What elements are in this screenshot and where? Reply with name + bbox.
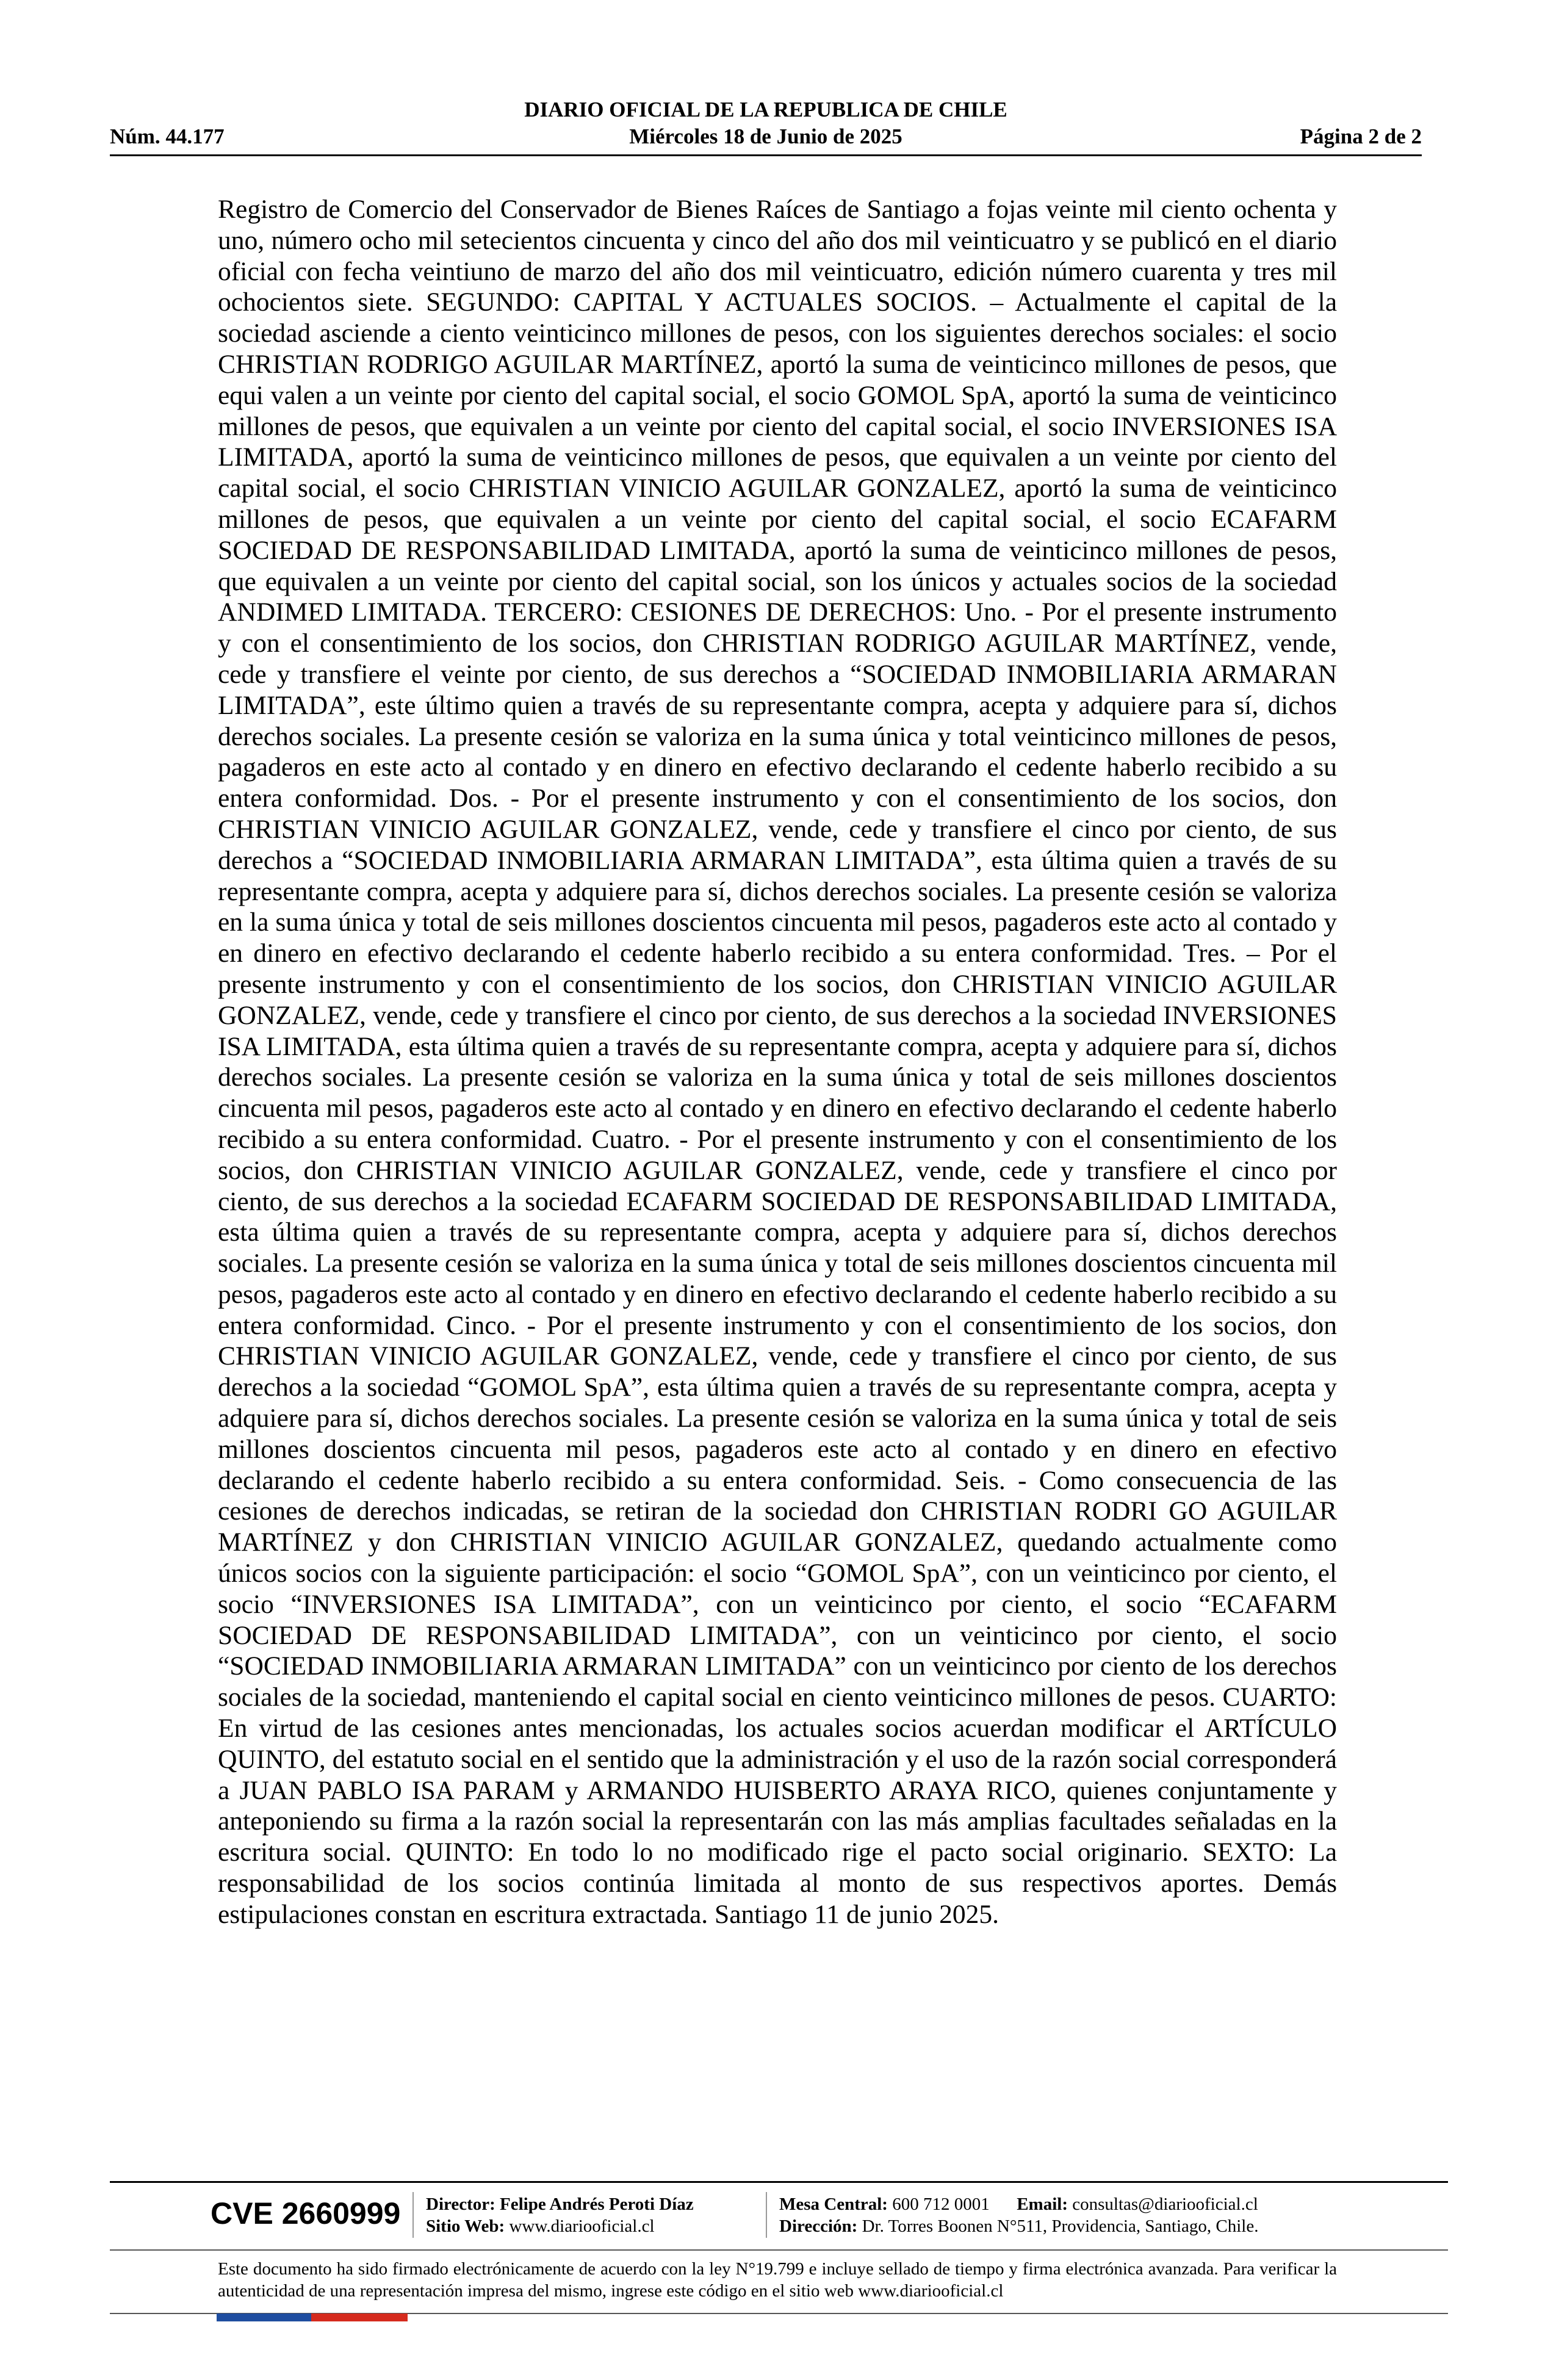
footer-contact-block bbox=[779, 2193, 1258, 2237]
header-meta-row bbox=[110, 123, 1422, 150]
website-line bbox=[426, 2215, 694, 2237]
address-value: Dr. Torres Boonen N°511, Providencia, Santiago, Chile. bbox=[862, 2216, 1259, 2236]
director-label: Director: bbox=[426, 2194, 495, 2214]
address-line bbox=[779, 2215, 1258, 2237]
cve-code: CVE 2660999 bbox=[211, 2196, 401, 2230]
footer-separator-2 bbox=[766, 2192, 767, 2238]
document-body: Registro de Comercio del Conservador de Bienes Raíces de Santiago a fojas veinte mil ciento ochenta y uno, número ocho mil setecientos cincuenta y cinco del año dos mil veinticuatro y se publicó en el diario oficial con fecha veintiuno de marzo del año dos mil veinticuatro, edición número cuarenta y tres mil ochocientos siete. SEGUNDO: CAPITAL Y ACTUALES SOCIOS. – Actualmente el capital de la sociedad asciende a ciento veinticinco millones de pesos, con los siguientes derechos sociales: el socio CHRISTIAN RODRIGO AGUILAR MARTÍNEZ, aportó la suma de veinticinco millones de pesos, que equi valen a un veinte por ciento del capital social, el socio GOMOL SpA, aportó la suma de veinticinco millones de pesos, que equivalen a un veinte por ciento del capital social, el socio INVERSIONES ISA LIMITADA, aportó la suma de veinticinco millones de pesos, que equivalen a un veinte por ciento del capital social, el socio CHRISTIAN VINICIO AGUILAR GONZALEZ, aportó la suma de veinticinco millones de pesos, que equivalen a un veinte por ciento del capital social, el socio ECAFARM SOCIEDAD DE RESPONSABILIDAD LIMITADA, aportó la suma de veinticinco millones de pesos, que equivalen a un veinte por ciento del capital social, son los únicos y actuales socios de la sociedad ANDIMED LIMITADA. TERCERO: CESIONES DE DERECHOS: Uno. - Por el presente instrumento y con el consentimiento de los socios, don CHRISTIAN RODRIGO AGUILAR MARTÍNEZ, vende, cede y transfiere el veinte por ciento, de sus derechos a “SOCIEDAD INMOBILIARIA ARMARAN LIMITADA”, este último quien a través de su representante compra, acepta y adquiere para sí, dichos derechos sociales. La presente cesión se valoriza en la suma única y total veinticinco millones de pesos, pagaderos en este acto al contado y en dinero en efectivo declarando el cedente haberlo recibido a su entera conformidad. Dos. - Por el presente instrumento y con el consentimiento de los socios, don CHRISTIAN VINICIO AGUILAR GONZALEZ, vende, cede y transfiere el cinco por ciento, de sus derechos a “SOCIEDAD INMOBILIARIA ARMARAN LIMITADA”, esta última quien a través de su representante compra, acepta y adquiere para sí, dichos derechos sociales. La presente cesión se valoriza en la suma única y total de seis millones doscientos cincuenta mil pesos, pagaderos este acto al contado y en dinero en efectivo declarando el cedente haberlo recibido a su entera conformidad. Tres. – Por el presente instrumento y con el consentimiento de los socios, don CHRISTIAN VINICIO AGUILAR GONZALEZ, vende, cede y transfiere el cinco por ciento, de sus derechos a la sociedad INVERSIONES ISA LIMITADA, esta última quien a través de su representante compra, acepta y adquiere para sí, dichos derechos sociales. La presente cesión se valoriza en la suma única y total de seis millones doscientos cincuenta mil pesos, pagaderos este acto al contado y en dinero en efectivo declarando el cedente haberlo recibido a su entera conformidad. Cuatro. - Por el presente instrumento y con el consentimiento de los socios, don CHRISTIAN VINICIO AGUILAR GONZALEZ, vende, cede y transfiere el cinco por ciento, de sus derechos a la sociedad ECAFARM SOCIEDAD DE RESPONSABILIDAD LIMITADA, esta última quien a través de su representante compra, acepta y adquiere para sí, dichos derechos sociales. La presente cesión se valoriza en la suma única y total de seis millones doscientos cincuenta mil pesos, pagaderos este acto al contado y en dinero en efectivo declarando el cedente haberlo recibido a su entera conformidad. Cinco. - Por el presente instrumento y con el consentimiento de los socios, don CHRISTIAN VINICIO AGUILAR GONZALEZ, vende, cede y transfiere el cinco por ciento, de sus derechos a la sociedad “GOMOL SpA”, esta última quien a través de su representante compra, acepta y adquiere para sí, dichos derechos sociales. La presente cesión se valoriza en la suma única y total de seis millones doscientos cincuenta mil pesos, pagaderos este acto al contado y en dinero en efectivo declarando el cedente haberlo recibido a su entera conformidad. Seis. - Como consecuencia de las cesiones de derechos indicadas, se retiran de la sociedad don CHRISTIAN RODRI GO AGUILAR MARTÍNEZ y don CHRISTIAN VINICIO AGUILAR GONZALEZ, quedando actualmente como únicos socios con la siguiente participación: el socio “GOMOL SpA”, con un veinticinco por ciento, el socio “INVERSIONES ISA LIMITADA”, con un veinticinco por ciento, el socio “ECAFARM SOCIEDAD DE RESPONSABILIDAD LIMITADA”, con un veinticinco por ciento, el socio “SOCIEDAD INMOBILIARIA ARMARAN LIMITADA” con un veinticinco por ciento de los derechos sociales de la sociedad, manteniendo el capital social en ciento veinticinco millones de pesos. CUARTO: En virtud de las cesiones antes mencionadas, los actuales socios acuerdan modificar el ARTÍCULO QUINTO, del estatuto social en el sentido que la administración y el uso de la razón social corresponderá a JUAN PABLO ISA PARAM y ARMANDO HUISBERTO ARAYA RICO, quienes conjuntamente y anteponiendo su firma a la razón social la representarán con las más amplias facultades señaladas en la escritura social. QUINTO: En todo lo no modificado rige el pacto social originario. SEXTO: La responsabilidad de los socios continúa limitada al monto de sus respectivos aportes. Demás estipulaciones constan en escritura extractada. Santiago 11 de junio 2025. bbox=[218, 195, 1337, 1929]
footer-divider-middle bbox=[110, 2249, 1448, 2251]
issue-date: Miércoles 18 de Junio de 2025 bbox=[629, 124, 902, 148]
page-header bbox=[110, 96, 1422, 156]
signature-disclaimer: Este documento ha sido firmado electrónicamente de acuerdo con la ley N°19.799 e incluye sellado de tiempo y firma electrónica avanzada. Para verificar la autenticidad de una representación impresa del mismo, ingrese este código en el sitio web www.diariooficial.cl bbox=[218, 2259, 1337, 2301]
flag-stripe-blue bbox=[217, 2313, 311, 2321]
gazette-title: DIARIO OFICIAL DE LA REPUBLICA DE CHILE bbox=[524, 98, 1007, 121]
footer-divider-top bbox=[110, 2181, 1448, 2183]
address-label: Dirección: bbox=[779, 2216, 858, 2236]
director-name: Felipe Andrés Peroti Díaz bbox=[500, 2194, 694, 2214]
director-line bbox=[426, 2193, 694, 2215]
issue-number: Núm. 44.177 bbox=[110, 124, 225, 148]
mesa-label: Mesa Central: bbox=[779, 2194, 888, 2214]
email-link[interactable]: consultas@diariooficial.cl bbox=[1072, 2194, 1258, 2214]
email-label: Email: bbox=[1017, 2194, 1068, 2214]
footer-director-block bbox=[426, 2193, 694, 2237]
contact-line bbox=[779, 2193, 1258, 2215]
footer-separator-1 bbox=[412, 2192, 414, 2238]
website-label: Sitio Web: bbox=[426, 2216, 505, 2236]
mesa-phone: 600 712 0001 bbox=[892, 2194, 990, 2214]
website-link[interactable]: www.diariooficial.cl bbox=[509, 2216, 655, 2236]
flag-stripe-red bbox=[311, 2313, 408, 2321]
page-indicator: Página 2 de 2 bbox=[1300, 124, 1422, 148]
